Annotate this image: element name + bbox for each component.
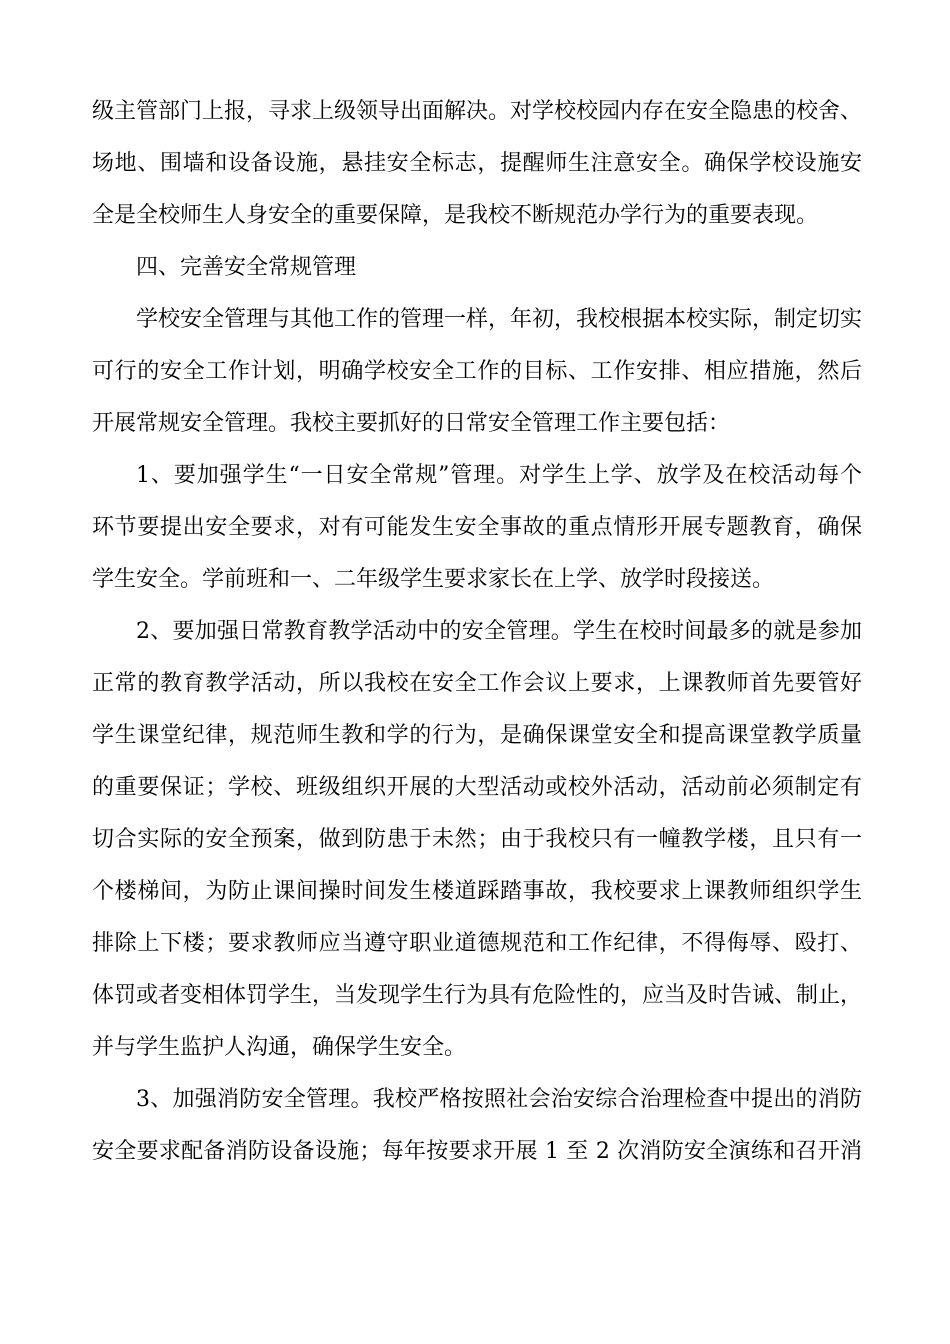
section-heading: 四、完善安全常规管理 <box>136 255 357 280</box>
text-line: 的重要保证；学校、班级组织开展的大型活动或校外活动，活动前必须制定有 <box>92 775 862 800</box>
text-line: 开展常规安全管理。我校主要抓好的日常安全管理工作主要包括： <box>92 411 731 436</box>
text-line: 环节要提出安全要求，对有可能发生安全事故的重点情形开展专题教育，确保 <box>92 515 862 540</box>
text-line: 学生课堂纪律，规范师生教和学的行为，是确保课堂安全和提高课堂教学质量 <box>92 723 862 748</box>
text-line: 3、加强消防安全管理。我校严格按照社会治安综合治理检查中提出的消防 <box>136 1087 862 1112</box>
text-line: 切合实际的安全预案，做到防患于未然；由于我校只有一幢教学楼，且只有一 <box>92 827 862 852</box>
document-body <box>92 92 862 1184</box>
text-line: 体罚或者变相体罚学生，当发现学生行为具有危险性的，应当及时告诫、制止， <box>92 983 862 1008</box>
text-line: 排除上下楼；要求教师应当遵守职业道德规范和工作纪律，不得侮辱、殴打、 <box>92 931 862 956</box>
text-line: 级主管部门上报，寻求上级领导出面解决。对学校校园内存在安全隐患的校舍、 <box>92 99 862 124</box>
text-line: 学校安全管理与其他工作的管理一样，年初，我校根据本校实际，制定切实 <box>136 307 862 332</box>
text-line: 场地、围墙和设备设施，悬挂安全标志，提醒师生注意安全。确保学校设施安 <box>92 151 862 176</box>
text-line: 正常的教育教学活动，所以我校在安全工作会议上要求，上课教师首先要管好 <box>92 671 862 696</box>
text-line: 个楼梯间，为防止课间操时间发生楼道踩踏事故，我校要求上课教师组织学生 <box>92 879 862 904</box>
text-line: 安全要求配备消防设备设施；每年按要求开展 1 至 2 次消防安全演练和召开消 <box>92 1139 862 1164</box>
text-line: 全是全校师生人身安全的重要保障，是我校不断规范办学行为的重要表现。 <box>92 203 819 228</box>
text-line: 并与学生监护人沟通，确保学生安全。 <box>92 1035 467 1060</box>
text-line: 2、要加强日常教育教学活动中的安全管理。学生在校时间最多的就是参加 <box>136 619 862 644</box>
text-line: 学生安全。学前班和一、二年级学生要求家长在上学、放学时段接送。 <box>92 567 775 592</box>
text-line: 可行的安全工作计划，明确学校安全工作的目标、工作安排、相应措施，然后 <box>92 359 862 384</box>
text-line: 1、要加强学生“一日安全常规”管理。对学生上学、放学及在校活动每个 <box>136 463 862 488</box>
